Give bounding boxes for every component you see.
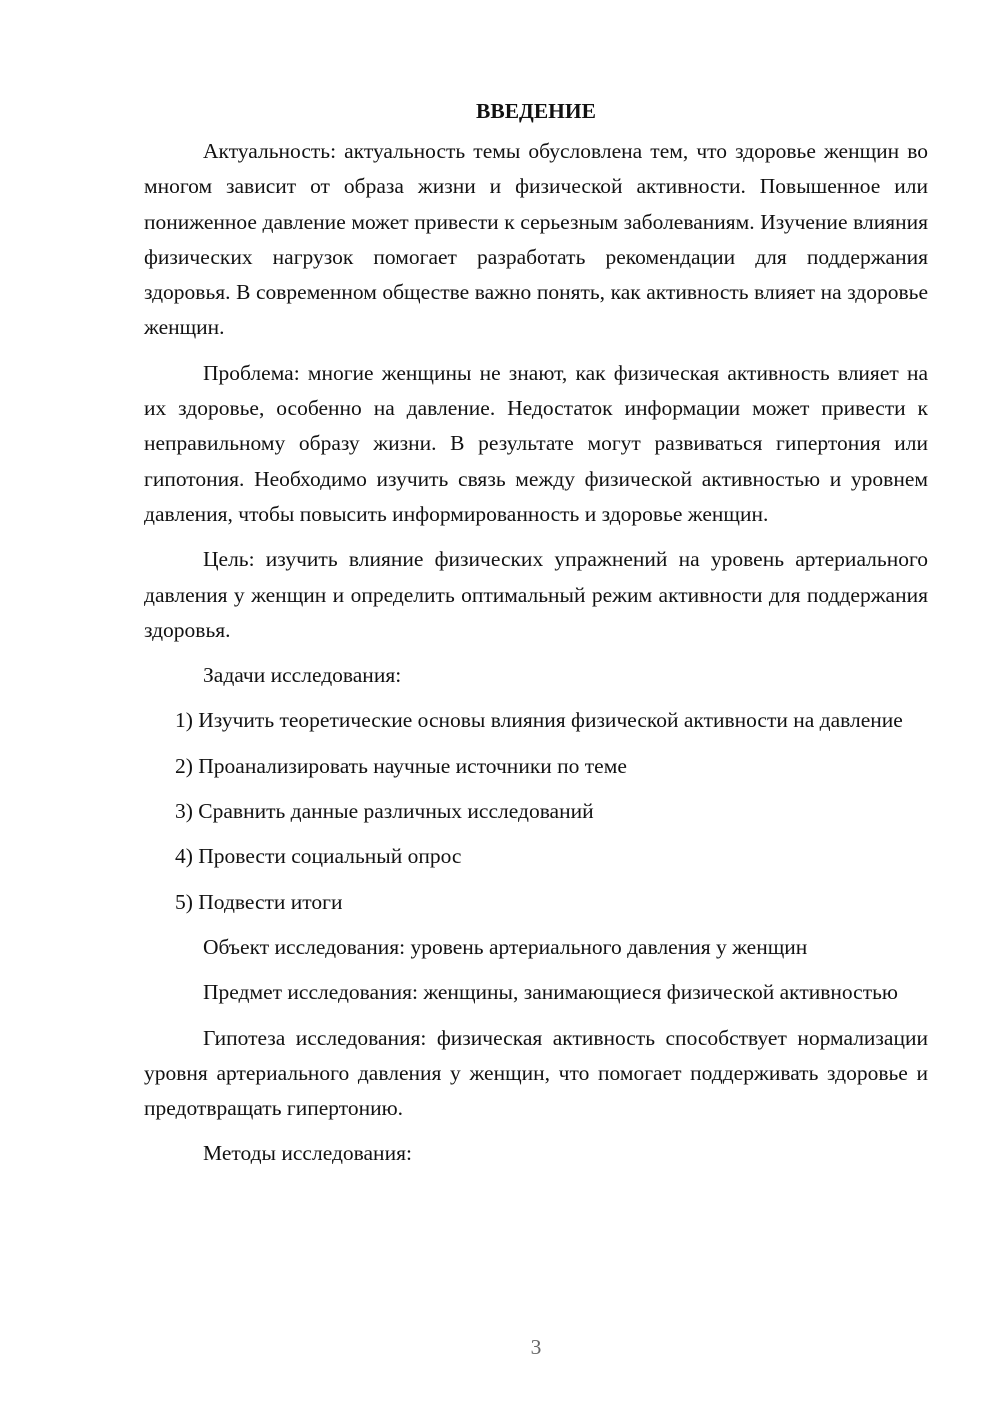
goal-paragraph: Цель: изучить влияние физических упражнений на уровень артериального давления у женщин и определить оптимальный режим активности для поддержания здоровья. (144, 547, 928, 642)
methods-heading: Методы исследования: (203, 1141, 412, 1166)
task-item: 3) Сравнить данные различных исследований (175, 799, 594, 824)
subject-paragraph: Предмет исследования: женщины, занимающиеся физической активностью (203, 980, 898, 1005)
hypothesis-paragraph: Гипотеза исследования: физическая активность способствует нормализации уровня артериального давления у женщин, что помогает поддерживать здоровье и предотвращать гипертонию. (144, 1025, 928, 1121)
problem-paragraph: Проблема: многие женщины не знают, как физическая активность влияет на их здоровье, особенно на давление. Недостаток информации может привести к неправильному образу жизни. В результате могут развиваться гипертония или гипотония. Необходимо изучить связь между физической активностью и уровнем давления, чтобы повысить информированность и здоровье женщин. (144, 360, 928, 526)
document-page (144, 96, 928, 1182)
page-number: 3 (530, 1335, 542, 1359)
section-title: ВВЕДЕНИЕ (476, 99, 596, 123)
tasks-heading: Задачи исследования: (203, 663, 402, 688)
task-item: 4) Провести социальный опрос (175, 844, 462, 869)
task-item: 5) Подвести итоги (175, 889, 343, 914)
task-item: 1) Изучить теоретические основы влияния физической активности на давление (175, 708, 903, 733)
task-item: 2) Проанализировать научные источники по теме (175, 753, 627, 778)
relevance-paragraph: Актуальность: актуальность темы обусловлена тем, что здоровье женщин во многом зависит от образа жизни и физической активности. Повышенное или пониженное давление может привести к серьезным заболеваниям. Изучение влияния физических нагрузок помогает разработать рекомендации для поддержания здоровья. В современном обществе важно понять, как активность влияет на здоровье женщин. (144, 139, 928, 340)
object-paragraph: Объект исследования: уровень артериального давления у женщин (203, 934, 808, 959)
